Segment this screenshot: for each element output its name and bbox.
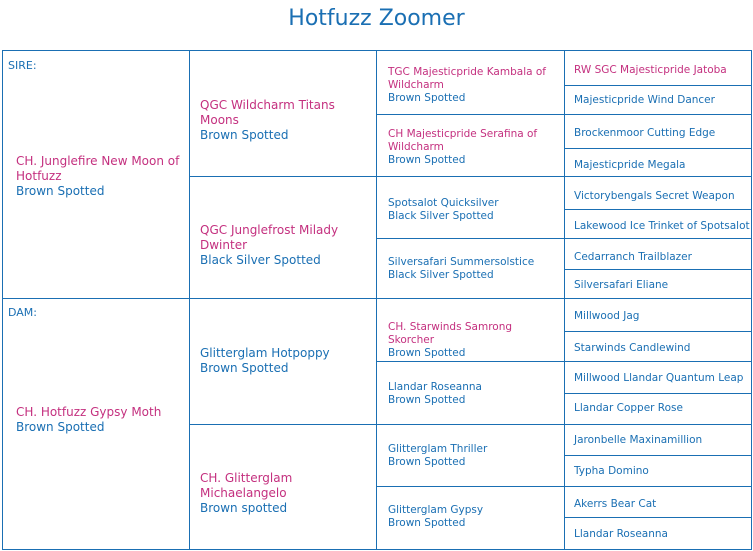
gen3-cell-8 xyxy=(388,504,558,530)
gen4-cell-8: Silversafari Eliane xyxy=(574,279,669,291)
dam-name: CH. Hotfuzz Gypsy Moth xyxy=(16,405,162,419)
gen2-cell-4 xyxy=(200,471,374,516)
row-divider-gen4-4 xyxy=(564,269,752,270)
gen3-cell-2 xyxy=(388,128,558,167)
row-divider-gen3-a xyxy=(376,114,752,115)
gen2-cell-3 xyxy=(200,346,374,376)
row-divider-gen3-b xyxy=(376,238,752,239)
gen3-color: Brown Spotted xyxy=(388,394,466,406)
gen2-color: Black Silver Spotted xyxy=(200,253,321,267)
border-top xyxy=(2,50,752,51)
gen3-color: Black Silver Spotted xyxy=(388,210,494,222)
row-divider-gen4-6 xyxy=(564,393,752,394)
row-divider-gen4-1 xyxy=(564,85,752,86)
row-divider-gen3-d xyxy=(376,486,752,487)
gen4-cell-10: Starwinds Candlewind xyxy=(574,342,691,354)
gen4-cell-5: Victorybengals Secret Weapon xyxy=(574,190,735,202)
gen4-cell-7: Cedarranch Trailblazer xyxy=(574,251,692,263)
gen3-name: Glitterglam Gypsy xyxy=(388,504,484,516)
gen4-cell-12: Llandar Copper Rose xyxy=(574,402,683,414)
gen3-name: Silversafari Summersolstice xyxy=(388,256,535,268)
gen4-cell-1: RW SGC Majesticpride Jatoba xyxy=(574,64,727,76)
gen3-cell-1 xyxy=(388,66,558,105)
sire-color: Brown Spotted xyxy=(16,184,105,198)
row-divider-gen4-7 xyxy=(564,455,752,456)
gen3-name: CH. Starwinds Samrong Skorcher xyxy=(388,321,513,346)
row-divider-gen1 xyxy=(2,298,752,299)
gen3-color: Black Silver Spotted xyxy=(388,269,494,281)
gen2-cell-2 xyxy=(200,223,376,268)
dam-label: DAM: xyxy=(8,306,37,319)
col-divider-1 xyxy=(189,50,190,550)
gen3-cell-6 xyxy=(388,381,558,407)
gen2-name: CH. Glitterglam Michaelangelo xyxy=(200,471,293,500)
gen3-cell-4 xyxy=(388,256,558,282)
border-left xyxy=(2,50,3,550)
sire-name: CH. Junglefire New Moon of Hotfuzz xyxy=(16,154,180,183)
gen2-color: Brown Spotted xyxy=(200,361,289,375)
row-divider-gen3-c xyxy=(376,361,752,362)
gen3-cell-5 xyxy=(388,321,558,360)
gen2-name: QGC Wildcharm Titans Moons xyxy=(200,98,335,127)
gen4-cell-13: Jaronbelle Maxinamillion xyxy=(574,434,703,446)
sire-cell xyxy=(16,154,184,199)
row-divider-gen2-b xyxy=(189,424,752,425)
gen2-name: Glitterglam Hotpoppy xyxy=(200,346,330,360)
dam-color: Brown Spotted xyxy=(16,420,105,434)
border-right xyxy=(751,50,752,550)
gen3-color: Brown Spotted xyxy=(388,456,466,468)
col-divider-2 xyxy=(376,50,377,550)
gen4-cell-4: Majesticpride Megala xyxy=(574,159,686,171)
gen2-color: Brown Spotted xyxy=(200,128,289,142)
row-divider-gen2-a xyxy=(189,176,752,177)
gen3-color: Brown Spotted xyxy=(388,517,466,529)
gen3-name: Spotsalot Quicksilver xyxy=(388,197,499,209)
gen3-name: Glitterglam Thriller xyxy=(388,443,488,455)
gen2-cell-1 xyxy=(200,98,374,143)
gen3-color: Brown Spotted xyxy=(388,154,466,166)
col-divider-3 xyxy=(564,50,565,550)
row-divider-gen4-2 xyxy=(564,148,752,149)
gen4-cell-16: Llandar Roseanna xyxy=(574,528,668,540)
gen2-name: QGC Junglefrost Milady Dwinter xyxy=(200,223,339,252)
gen4-cell-14: Typha Domino xyxy=(574,465,649,477)
gen3-name: CH Majesticpride Serafina of Wildcharm xyxy=(388,128,538,153)
gen3-color: Brown Spotted xyxy=(388,347,466,359)
gen4-cell-11: Millwood Llandar Quantum Leap xyxy=(574,372,744,384)
row-divider-gen4-8 xyxy=(564,517,752,518)
gen3-name: TGC Majesticpride Kambala of Wildcharm xyxy=(388,66,547,91)
gen3-color: Brown Spotted xyxy=(388,92,466,104)
gen4-cell-3: Brockenmoor Cutting Edge xyxy=(574,127,716,139)
gen4-cell-9: Millwood Jag xyxy=(574,310,640,322)
row-divider-gen4-3 xyxy=(564,209,752,210)
gen4-cell-6: Lakewood Ice Trinket of Spotsalot xyxy=(574,220,750,232)
gen3-cell-7 xyxy=(388,443,558,469)
gen2-color: Brown spotted xyxy=(200,501,288,515)
sire-label: SIRE: xyxy=(8,59,37,72)
gen3-cell-3 xyxy=(388,197,558,223)
dam-cell xyxy=(16,405,184,435)
gen4-cell-2: Majesticpride Wind Dancer xyxy=(574,94,715,106)
gen4-cell-15: Akerrs Bear Cat xyxy=(574,498,657,510)
row-divider-gen4-5 xyxy=(564,331,752,332)
page-title: Hotfuzz Zoomer xyxy=(288,6,465,31)
border-bottom xyxy=(2,549,752,550)
gen3-name: Llandar Roseanna xyxy=(388,381,482,393)
